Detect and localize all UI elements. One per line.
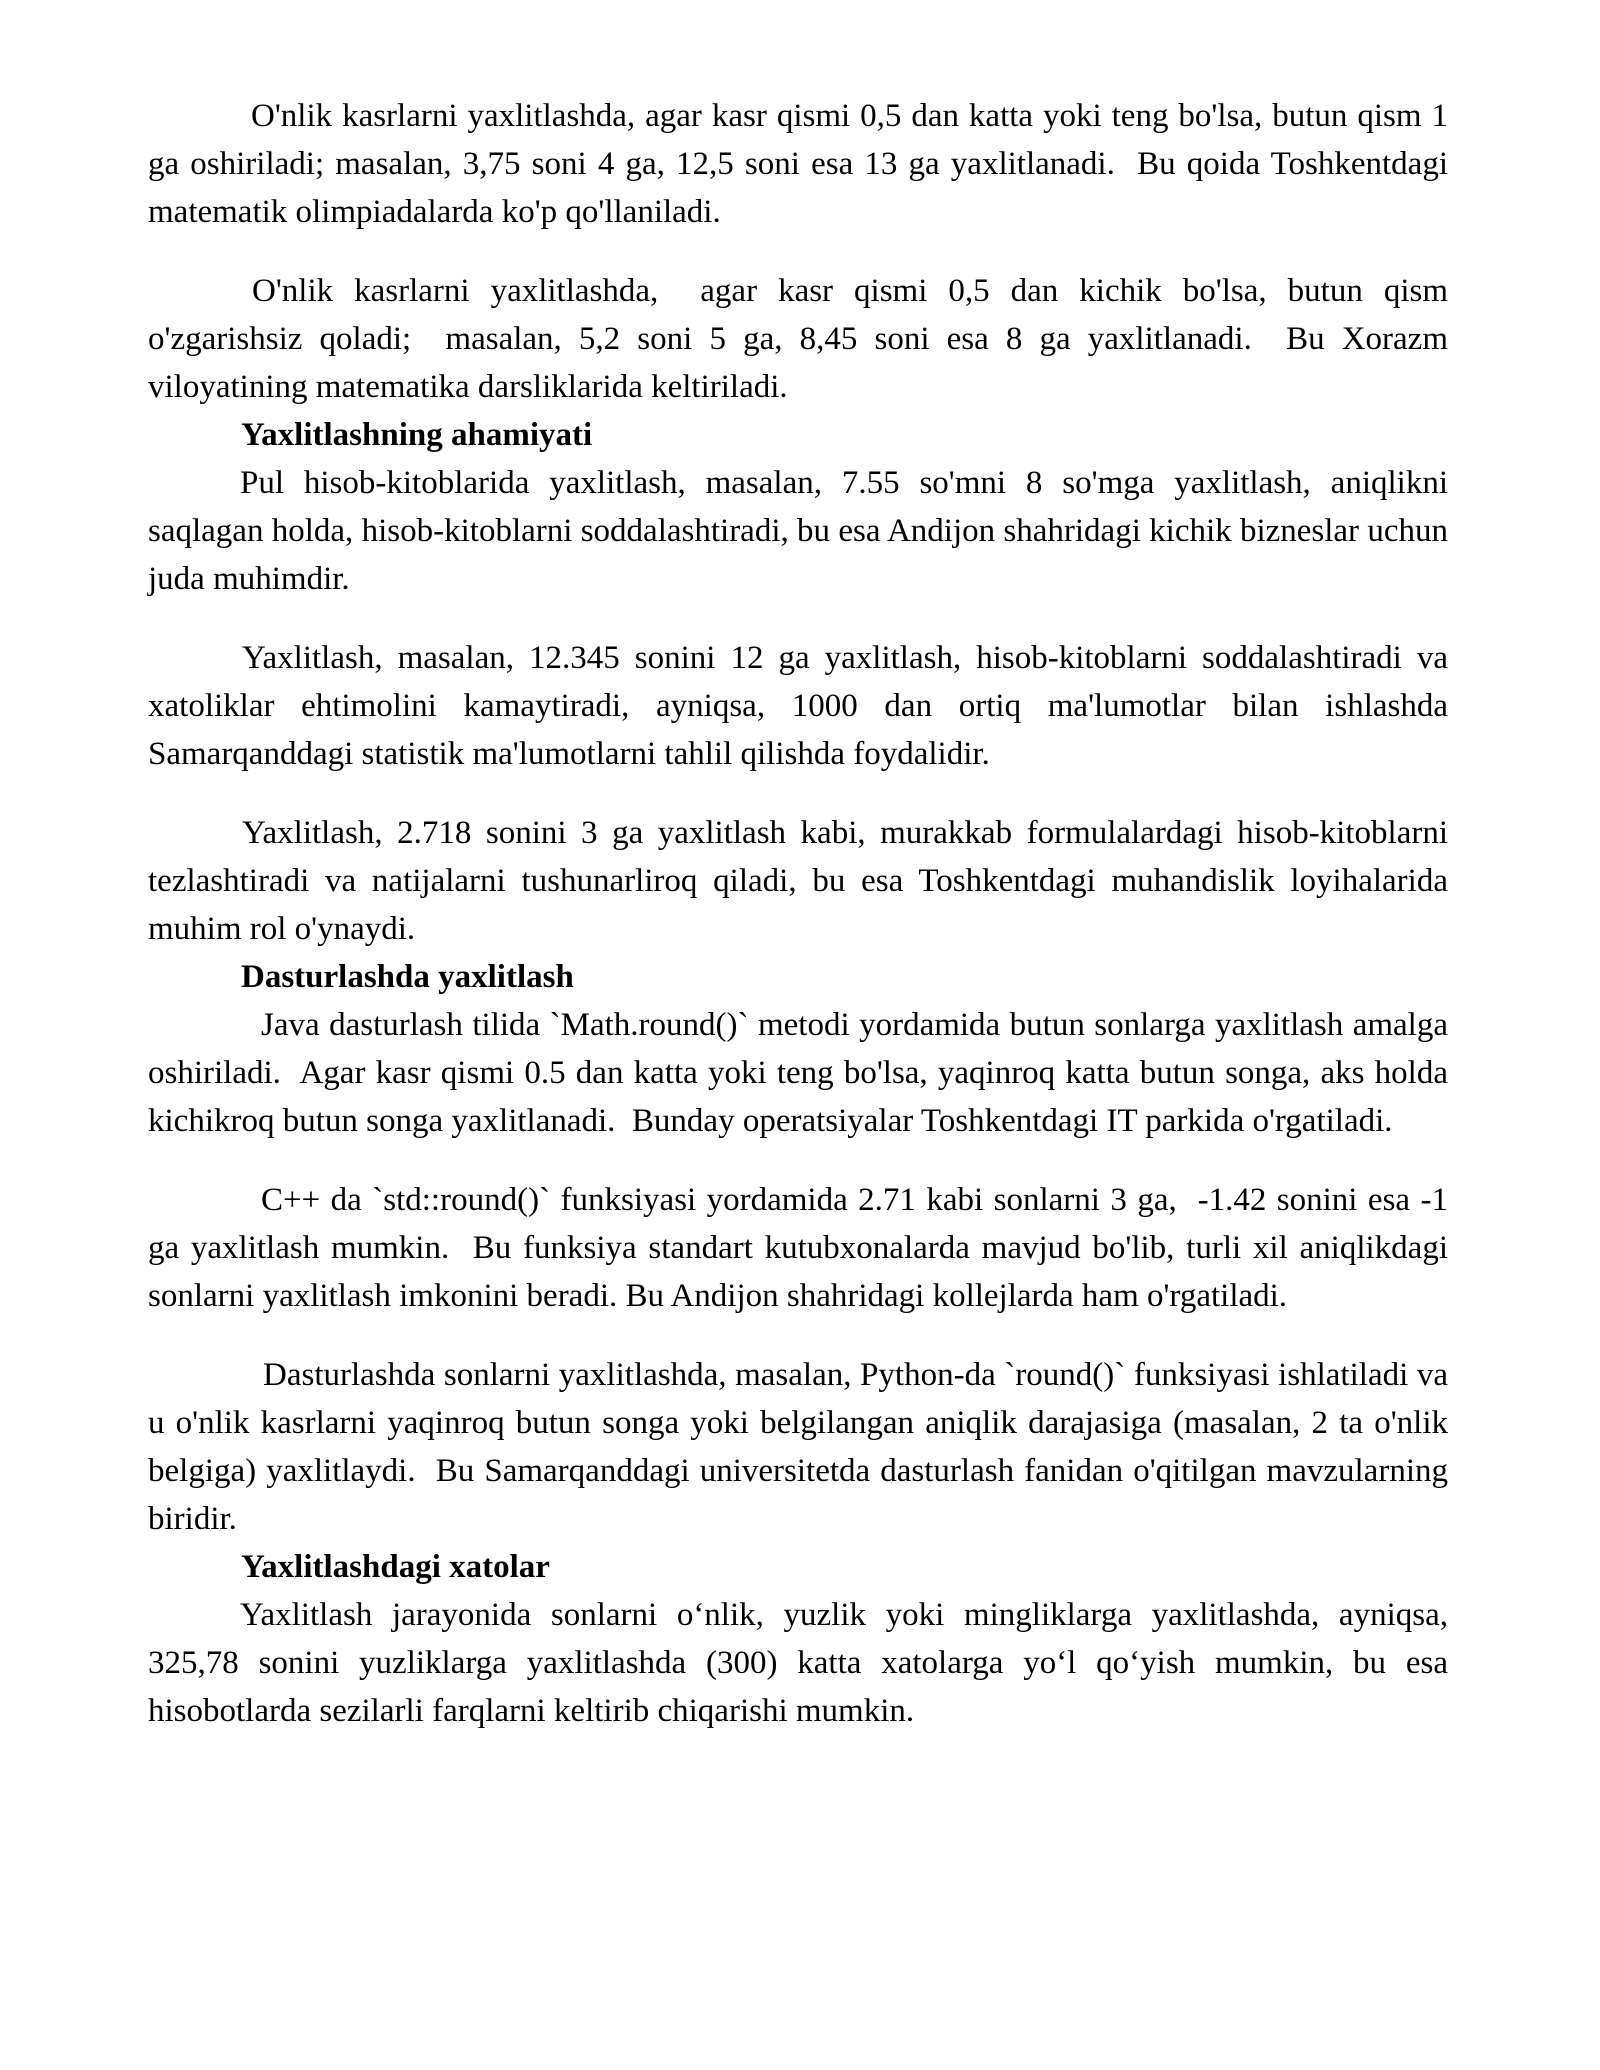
paragraph-engineering-rounding: Yaxlitlash, 2.718 sonini 3 ga yaxlitlash kabi, murakkab formulalardagi hisob-kitoblarni tezlashtiradi va natijalarni tushunarliroq qiladi, bu esa Toshkentdagi muhandislik loyihalarida muhim rol o'ynaydi. bbox=[148, 815, 1457, 947]
paragraph-statistics-rounding: Yaxlitlash, masalan, 12.345 sonini 12 ga yaxlitlash, hisob-kitoblarni soddalashtiradi va xatoliklar ehtimolini kamaytiradi, ayniqsa, 1000 dan ortiq ma'lumotlar bilan ishlashda Samarqanddagi statistik ma'lumotlarni tahlil qilishda foydalidir. bbox=[148, 640, 1457, 772]
heading-rounding-errors: Yaxlitlashdagi xatolar bbox=[241, 1549, 550, 1585]
heading-programming-rounding: Dasturlashda yaxlitlash bbox=[241, 959, 574, 995]
heading-rounding-importance: Yaxlitlashning ahamiyati bbox=[241, 417, 593, 453]
paragraph-money-rounding: Pul hisob-kitoblarida yaxlitlash, masalan, 7.55 so'mni 8 so'mga yaxlitlash, aniqlikni saqlagan holda, hisob-kitoblarni soddalashtiradi, bu esa Andijon shahridagi kichik bizneslar uchun juda muhimdir. bbox=[148, 465, 1457, 597]
paragraph-rounding-down-rule: O'nlik kasrlarni yaxlitlashda, agar kasr qismi 0,5 dan kichik bo'lsa, butun qism o'zgarishsiz qoladi; masalan, 5,2 soni 5 ga, 8,45 soni esa 8 ga yaxlitlanadi. Bu Xorazm viloyatining matematika darsliklarida keltiriladi. bbox=[148, 273, 1457, 405]
paragraph-rounding-up-rule: O'nlik kasrlarni yaxlitlashda, agar kasr qismi 0,5 dan katta yoki teng bo'lsa, butun qism 1 ga oshiriladi; masalan, 3,75 soni 4 ga, 12,5 soni esa 13 ga yaxlitlanadi. Bu qoida Toshkentdagi matematik olimpiadalarda ko'p qo'llaniladi. bbox=[148, 98, 1457, 230]
paragraph-python-rounding: Dasturlashda sonlarni yaxlitlashda, masalan, Python-da `round()` funksiyasi ishlatiladi va u o'nlik kasrlarni yaqinroq butun songa yoki belgilangan aniqlik darajasiga (masalan, 2 ta o'nlik belgiga) yaxlitlaydi. Bu Samarqanddagi universitetda dasturlash fanidan o'qitilgan mavzularning biridir. bbox=[148, 1357, 1457, 1537]
document-page bbox=[148, 92, 1457, 1735]
paragraph-cpp-rounding: C++ da `std::round()` funksiyasi yordamida 2.71 kabi sonlarni 3 ga, -1.42 sonini esa -1 ga yaxlitlash mumkin. Bu funksiya standart kutubxonalarda mavjud bo'lib, turli xil aniqlikdagi sonlarni yaxlitlash imkonini beradi. Bu Andijon shahridagi kollejlarda ham o'rgatiladi. bbox=[148, 1182, 1457, 1314]
paragraph-java-rounding: Java dasturlash tilida `Math.round()` metodi yordamida butun sonlarga yaxlitlash amalga oshiriladi. Agar kasr qismi 0.5 dan katta yoki teng bo'lsa, yaqinroq katta butun songa, aks holda kichikroq butun songa yaxlitlanadi. Bunday operatsiyalar Toshkentdagi IT parkida o'rgatiladi. bbox=[148, 1007, 1457, 1139]
paragraph-rounding-errors: Yaxlitlash jarayonida sonlarni o‘nlik, yuzlik yoki mingliklarga yaxlitlashda, ayniqsa, 325,78 sonini yuzliklarga yaxlitlashda (300) katta xatolarga yo‘l qo‘yish mumkin, bu esa hisobotlarda sezilarli farqlarni keltirib chiqarishi mumkin. bbox=[148, 1597, 1457, 1729]
